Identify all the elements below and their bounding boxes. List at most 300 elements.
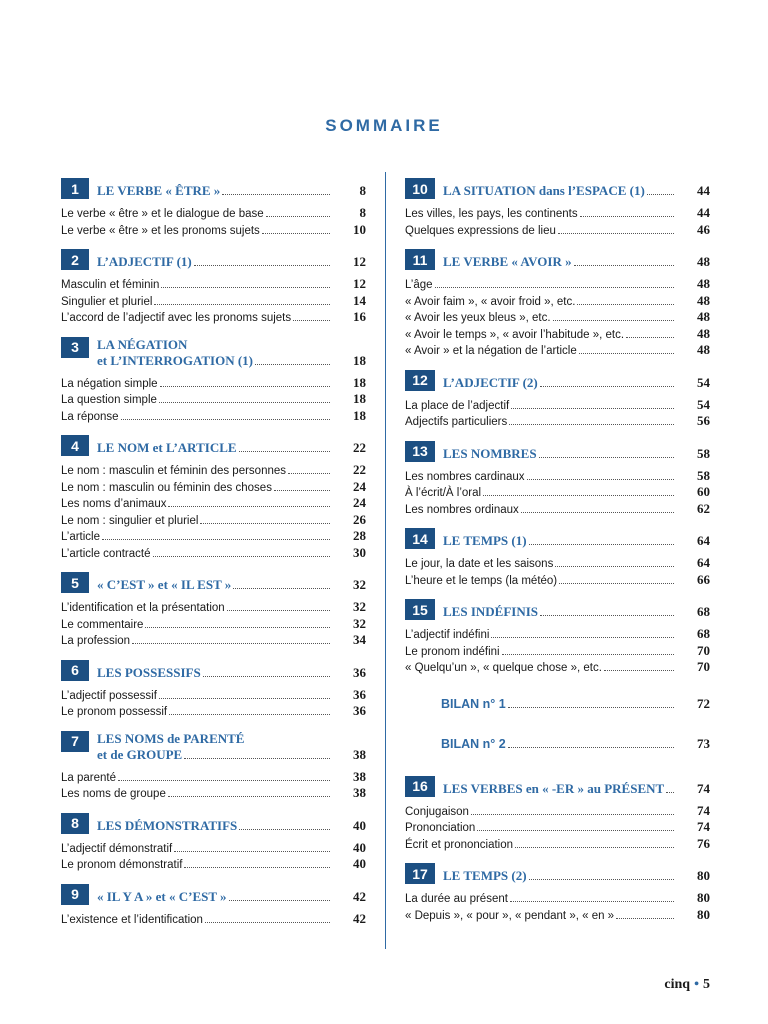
- toc-entry[interactable]: [405, 819, 710, 836]
- entry-title: Singulier et pluriel: [61, 295, 153, 308]
- chapter-number-badge: 10: [405, 178, 435, 199]
- entry-title: Le commentaire: [61, 618, 144, 631]
- entry-page-number: 32: [353, 599, 366, 614]
- toc-entry[interactable]: [61, 276, 366, 293]
- chapter-title-line: [443, 375, 710, 391]
- toc-entry[interactable]: [61, 205, 366, 222]
- dot-leader: [168, 506, 330, 507]
- toc-entry[interactable]: [61, 375, 366, 392]
- chapter-heading[interactable]: [61, 884, 366, 905]
- chapter-heading[interactable]: [405, 370, 710, 391]
- chapter-8: [61, 813, 366, 873]
- bilan-entry[interactable]: [405, 696, 710, 714]
- toc-entry[interactable]: [61, 687, 366, 704]
- dot-leader: [121, 419, 330, 420]
- entry-page-number: 48: [697, 276, 710, 291]
- entry-title: La durée au présent: [405, 893, 508, 905]
- toc-entry[interactable]: [61, 785, 366, 802]
- entry-title: La profession: [61, 635, 131, 647]
- toc-entry[interactable]: [405, 326, 710, 343]
- chapter-title-text: LA NÉGATION: [97, 336, 188, 352]
- entry-title: Le nom : singulier et pluriel: [61, 514, 199, 527]
- entry-page-number: 70: [697, 642, 710, 658]
- toc-entry[interactable]: [405, 309, 710, 326]
- entry-page-number: 48: [697, 292, 710, 308]
- chapter-title-line: [97, 818, 366, 834]
- dot-leader: [255, 364, 330, 365]
- entry-title: La réponse: [61, 410, 119, 423]
- dot-leader: [184, 758, 330, 759]
- chapter-10: [405, 178, 710, 238]
- dot-leader: [200, 523, 330, 524]
- dot-leader: [553, 320, 674, 321]
- toc-entry[interactable]: [61, 495, 366, 512]
- entry-page-number: 42: [353, 910, 366, 926]
- chapter-title: [443, 375, 710, 391]
- toc-entry[interactable]: [61, 840, 366, 857]
- chapter-16: [405, 776, 710, 853]
- chapter-title-text: LE VERBE « AVOIR »: [443, 254, 572, 269]
- dot-leader: [491, 637, 674, 638]
- chapter-title-text: L’ADJECTIF (2): [443, 374, 538, 390]
- chapter-title: [97, 337, 366, 369]
- toc-entry[interactable]: [61, 545, 366, 562]
- toc-entry[interactable]: [405, 222, 710, 239]
- toc-entry[interactable]: [405, 803, 710, 820]
- dot-leader: [293, 320, 330, 321]
- chapter-13: [405, 441, 710, 518]
- chapter-title: [443, 533, 710, 549]
- toc-entry[interactable]: [405, 643, 710, 660]
- entry-page-number: 48: [697, 309, 710, 324]
- dot-leader: [508, 707, 674, 708]
- entry-title: L’existence et l’identification: [61, 913, 203, 926]
- chapter-title: [443, 868, 710, 884]
- dot-leader: [222, 194, 330, 195]
- toc-column-right: [405, 178, 710, 934]
- entry-page-number: 48: [697, 325, 710, 341]
- entry-page-number: 40: [353, 839, 366, 855]
- chapter-heading[interactable]: [405, 599, 710, 620]
- chapter-heading[interactable]: [405, 441, 710, 462]
- chapter-title-text: « C’EST » et « IL EST »: [97, 577, 232, 592]
- chapter-page-number: 64: [697, 533, 710, 548]
- entry-title: La question simple: [61, 394, 157, 406]
- entry-title: « Depuis », « pour », « pendant », « en »: [405, 909, 615, 922]
- bilan-title: BILAN n° 2: [441, 736, 506, 751]
- chapter-number-badge: 17: [405, 863, 435, 884]
- entry-title: Quelques expressions de lieu: [405, 224, 556, 237]
- entry-page-number: 76: [697, 835, 710, 851]
- chapter-17: [405, 863, 710, 923]
- dot-leader: [539, 457, 674, 458]
- dot-leader: [574, 265, 674, 266]
- entry-title: L’heure et le temps (la météo): [405, 574, 558, 587]
- chapter-title-text: LES DÉMONSTRATIFS: [97, 817, 238, 833]
- entry-title: Les noms de groupe: [61, 788, 166, 800]
- chapter-title-text: LE TEMPS (2): [443, 868, 527, 883]
- chapter-9: [61, 884, 366, 928]
- dot-leader: [239, 451, 330, 452]
- entry-page-number: 22: [353, 462, 366, 477]
- chapter-number-badge: 16: [405, 776, 435, 797]
- entry-page-number: 62: [697, 500, 710, 516]
- entry-title: Masculin et féminin: [61, 279, 160, 291]
- dot-leader: [168, 796, 330, 797]
- toc-entry[interactable]: [61, 632, 366, 649]
- entry-title: L’accord de l’adjectif avec les pronoms sujets: [61, 312, 292, 324]
- entry-title: Les nombres cardinaux: [405, 470, 525, 483]
- entry-title: La parenté: [61, 771, 116, 784]
- chapter-heading[interactable]: [61, 813, 366, 834]
- dot-leader: [239, 829, 330, 830]
- toc-column-left: [61, 178, 366, 938]
- entry-page-number: 26: [353, 511, 366, 527]
- chapter-heading[interactable]: [405, 178, 710, 199]
- entry-page-number: 38: [353, 785, 366, 800]
- dot-leader: [118, 780, 330, 781]
- toc-entry[interactable]: [405, 342, 710, 359]
- entry-page-number: 8: [359, 205, 366, 220]
- chapter-title-line: [97, 665, 366, 681]
- entry-title: Prononciation: [405, 822, 476, 834]
- dot-leader: [153, 556, 331, 557]
- entry-title: Les noms d’animaux: [61, 498, 167, 510]
- dot-leader: [529, 879, 674, 880]
- dot-leader: [527, 479, 674, 480]
- entry-page-number: 40: [353, 856, 366, 871]
- dot-leader: [626, 337, 674, 338]
- chapter-title-line: [443, 604, 710, 620]
- entry-title: Le verbe « être » et le dialogue de base: [61, 208, 264, 220]
- entry-page-number: 18: [353, 391, 366, 406]
- entry-title: Le pronom démonstratif: [61, 859, 183, 871]
- chapter-6: [61, 660, 366, 720]
- toc-entry[interactable]: [405, 397, 710, 414]
- toc-entry[interactable]: [405, 836, 710, 853]
- chapter-title: [97, 889, 366, 905]
- dot-leader: [160, 386, 330, 387]
- dot-leader: [510, 901, 674, 902]
- entry-title: Le jour, la date et les saisons: [405, 558, 554, 570]
- entry-title: « Avoir le temps », « avoir l’habitude », etc.: [405, 328, 625, 341]
- chapter-3: [61, 337, 366, 425]
- dot-leader: [161, 287, 330, 288]
- chapter-title-line: [443, 533, 710, 549]
- chapter-title: [97, 665, 366, 681]
- toc-entry[interactable]: [405, 501, 710, 518]
- chapter-heading[interactable]: [405, 863, 710, 884]
- chapter-heading[interactable]: [61, 435, 366, 456]
- page-number: 72: [697, 695, 710, 711]
- entry-page-number: 46: [697, 221, 710, 237]
- dot-leader: [266, 216, 330, 217]
- chapter-heading[interactable]: [405, 249, 710, 270]
- dot-leader: [203, 676, 330, 677]
- toc-entry[interactable]: [405, 907, 710, 924]
- entry-page-number: 24: [353, 495, 366, 510]
- entry-title: L’âge: [405, 279, 433, 291]
- toc-entry[interactable]: [405, 659, 710, 676]
- dot-leader: [274, 490, 330, 491]
- toc-entry[interactable]: [405, 468, 710, 485]
- chapter-title-text: et L’INTERROGATION (1): [97, 352, 254, 368]
- chapter-title-text: LE TEMPS (1): [443, 533, 527, 548]
- chapter-title-line: [97, 254, 366, 270]
- chapter-title: [97, 818, 366, 834]
- dot-leader: [559, 583, 674, 584]
- entry-title: L’adjectif possessif: [61, 689, 157, 702]
- chapter-title-line: [443, 446, 710, 462]
- entry-title: Le nom : masculin ou féminin des choses: [61, 481, 272, 494]
- dot-leader: [580, 216, 674, 217]
- dot-leader: [515, 847, 674, 848]
- entry-page-number: 34: [353, 632, 366, 647]
- entry-title: Le pronom indéfini: [405, 645, 500, 658]
- chapter-title: [443, 446, 710, 462]
- dot-leader: [616, 918, 674, 919]
- footer-bullet: •: [694, 977, 699, 992]
- chapter-number-badge: 15: [405, 599, 435, 620]
- dot-leader: [233, 588, 330, 589]
- chapter-title: [97, 183, 366, 199]
- entry-page-number: 68: [697, 626, 710, 641]
- chapter-page-number: 36: [353, 664, 366, 680]
- toc-entry[interactable]: [405, 890, 710, 907]
- chapter-title-text: LES NOMBRES: [443, 445, 537, 461]
- chapter-7: [61, 731, 366, 802]
- dot-leader: [229, 900, 330, 901]
- entry-title: « Avoir » et la négation de l’article: [405, 345, 577, 357]
- dot-leader: [540, 386, 674, 387]
- dot-leader: [159, 698, 330, 699]
- entry-page-number: 14: [353, 292, 366, 308]
- entry-title: « Avoir faim », « avoir froid », etc.: [405, 295, 576, 308]
- chapter-page-number: 80: [697, 868, 710, 883]
- entry-title: Écrit et prononciation: [405, 838, 514, 851]
- dot-leader: [577, 304, 674, 305]
- chapter-page-number: 42: [353, 888, 366, 904]
- entry-page-number: 64: [697, 555, 710, 570]
- chapter-number-badge: 3: [61, 337, 89, 358]
- dot-leader: [529, 544, 674, 545]
- toc-entry[interactable]: [61, 599, 366, 616]
- entry-page-number: 10: [353, 221, 366, 237]
- entry-title: Le nom : masculin et féminin des personnes: [61, 465, 287, 477]
- entry-page-number: 74: [697, 819, 710, 834]
- dot-leader: [154, 304, 330, 305]
- dot-leader: [483, 495, 674, 496]
- entry-title: Le pronom possessif: [61, 706, 168, 718]
- chapter-number-badge: 13: [405, 441, 435, 462]
- entry-title: L’article: [61, 531, 100, 543]
- entry-page-number: 18: [353, 374, 366, 390]
- entry-page-number: 16: [353, 309, 366, 324]
- entry-page-number: 48: [697, 342, 710, 357]
- dot-leader: [521, 512, 674, 513]
- chapter-title: [97, 731, 366, 763]
- chapter-title-text: « IL Y A » et « C’EST »: [97, 888, 227, 904]
- dot-leader: [477, 830, 674, 831]
- chapter-title-text: LE NOM et L’ARTICLE: [97, 440, 237, 455]
- chapter-page-number: 54: [697, 374, 710, 390]
- toc-entry[interactable]: [405, 626, 710, 643]
- entry-page-number: 32: [353, 615, 366, 631]
- toc-entry[interactable]: [61, 528, 366, 545]
- chapter-heading[interactable]: [405, 776, 710, 797]
- chapter-title-text: LES INDÉFINIS: [443, 604, 539, 619]
- entry-title: La négation simple: [61, 377, 158, 390]
- toc-entry[interactable]: [61, 512, 366, 529]
- chapter-title-line: [97, 889, 366, 905]
- chapter-title-text: LE VERBE « ÊTRE »: [97, 183, 221, 198]
- entry-title: Conjugaison: [405, 805, 469, 818]
- dot-leader: [184, 867, 330, 868]
- chapter-title: [443, 254, 710, 270]
- toc-entry[interactable]: [61, 616, 366, 633]
- toc-entry[interactable]: [405, 555, 710, 572]
- chapter-title-text: LES NOMS de PARENTÉ: [97, 730, 245, 746]
- chapter-2: [61, 249, 366, 326]
- dot-leader: [511, 408, 674, 409]
- dot-leader: [540, 615, 674, 616]
- chapter-heading[interactable]: [61, 660, 366, 681]
- chapter-title-text: et de GROUPE: [97, 746, 183, 762]
- chapter-title-text: LES POSSESSIFS: [97, 664, 201, 680]
- entry-page-number: 80: [697, 890, 710, 905]
- toc-entry[interactable]: [405, 484, 710, 501]
- chapter-page-number: 40: [353, 817, 366, 833]
- chapter-number-badge: 6: [61, 660, 89, 681]
- footer-label: cinq: [664, 977, 691, 992]
- chapter-title: [97, 254, 366, 270]
- toc-entry[interactable]: [61, 222, 366, 239]
- dot-leader: [471, 814, 674, 815]
- toc-entry[interactable]: [61, 408, 366, 425]
- entry-page-number: 36: [353, 686, 366, 702]
- chapter-title: [443, 781, 710, 797]
- dot-leader: [435, 287, 674, 288]
- entry-page-number: 44: [697, 205, 710, 220]
- chapter-title: [443, 183, 710, 199]
- dot-leader: [145, 627, 330, 628]
- bilan-entry[interactable]: [405, 736, 710, 754]
- dot-leader: [194, 265, 330, 266]
- chapter-number-badge: 12: [405, 370, 435, 391]
- page-footer: [664, 977, 710, 993]
- dot-leader: [502, 654, 674, 655]
- toc-entry[interactable]: [61, 309, 366, 326]
- chapter-number-badge: 4: [61, 435, 89, 456]
- toc-entry[interactable]: [405, 572, 710, 589]
- chapter-title-text: L’ADJECTIF (1): [97, 254, 192, 269]
- toc-entry[interactable]: [61, 911, 366, 928]
- dot-leader: [288, 473, 330, 474]
- chapter-page-number: 38: [353, 746, 366, 762]
- toc-entry[interactable]: [405, 413, 710, 430]
- chapter-number-badge: 8: [61, 813, 89, 834]
- chapter-1: [61, 178, 366, 238]
- entry-title: La place de l’adjectif: [405, 399, 510, 412]
- chapter-number-badge: 14: [405, 528, 435, 549]
- chapter-page-number: 44: [697, 183, 710, 198]
- chapter-heading[interactable]: [61, 337, 366, 369]
- entry-page-number: 28: [353, 528, 366, 543]
- page-title: SOMMAIRE: [325, 116, 443, 135]
- dot-leader: [647, 194, 674, 195]
- toc-entry[interactable]: [61, 769, 366, 786]
- toc-entry[interactable]: [61, 703, 366, 720]
- chapter-title-text: LES VERBES en « -ER » au PRÉSENT: [443, 780, 665, 796]
- dot-leader: [558, 233, 674, 234]
- footer-page-number: 5: [703, 977, 710, 992]
- chapter-title-line: [97, 747, 366, 763]
- chapter-title-line: [97, 183, 366, 199]
- chapter-title: [97, 440, 366, 456]
- entry-page-number: 56: [697, 413, 710, 428]
- dot-leader: [159, 402, 330, 403]
- entry-page-number: 60: [697, 484, 710, 499]
- chapter-heading[interactable]: [61, 249, 366, 270]
- toc-entry[interactable]: [405, 205, 710, 222]
- entry-page-number: 66: [697, 571, 710, 587]
- entry-page-number: 74: [697, 802, 710, 818]
- chapter-title-line: [97, 577, 366, 593]
- chapter-12: [405, 370, 710, 430]
- chapter-number-badge: 11: [405, 249, 435, 270]
- entry-title: Les nombres ordinaux: [405, 503, 519, 516]
- chapter-number-badge: 5: [61, 572, 89, 593]
- chapter-title-line: [443, 781, 710, 797]
- chapter-number-badge: 7: [61, 731, 89, 752]
- bilan-title: BILAN n° 1: [441, 696, 506, 711]
- entry-title: Les villes, les pays, les continents: [405, 208, 578, 220]
- entry-title: « Quelqu’un », « quelque chose », etc.: [405, 662, 602, 674]
- entry-title: L’article contracté: [61, 547, 151, 560]
- toc-entry[interactable]: [61, 391, 366, 408]
- chapter-title-line: [97, 353, 366, 369]
- chapter-15: [405, 599, 710, 676]
- dot-leader: [169, 714, 330, 715]
- bilan-line: [441, 736, 710, 754]
- chapter-14: [405, 528, 710, 588]
- chapter-number-badge: 2: [61, 249, 89, 270]
- toc-entry[interactable]: [61, 856, 366, 873]
- entry-title: L’adjectif démonstratif: [61, 842, 173, 855]
- toc-entry[interactable]: [405, 293, 710, 310]
- chapter-5: [61, 572, 366, 649]
- chapter-title-line: [443, 183, 710, 199]
- chapter-heading[interactable]: [61, 178, 366, 199]
- chapter-heading[interactable]: [405, 528, 710, 549]
- entry-page-number: 58: [697, 467, 710, 483]
- chapter-heading[interactable]: [61, 572, 366, 593]
- chapter-page-number: 48: [697, 254, 710, 269]
- toc-entry[interactable]: [61, 462, 366, 479]
- toc-entry[interactable]: [405, 276, 710, 293]
- entry-title: « Avoir les yeux bleus », etc.: [405, 312, 551, 324]
- chapter-heading[interactable]: [61, 731, 366, 763]
- entry-page-number: 70: [697, 659, 710, 674]
- dot-leader: [132, 643, 330, 644]
- toc-entry[interactable]: [61, 479, 366, 496]
- dot-leader: [227, 610, 330, 611]
- toc-entry[interactable]: [61, 293, 366, 310]
- entry-page-number: 18: [353, 407, 366, 423]
- entry-page-number: 38: [353, 768, 366, 784]
- dot-leader: [508, 747, 674, 748]
- dot-leader: [666, 792, 674, 793]
